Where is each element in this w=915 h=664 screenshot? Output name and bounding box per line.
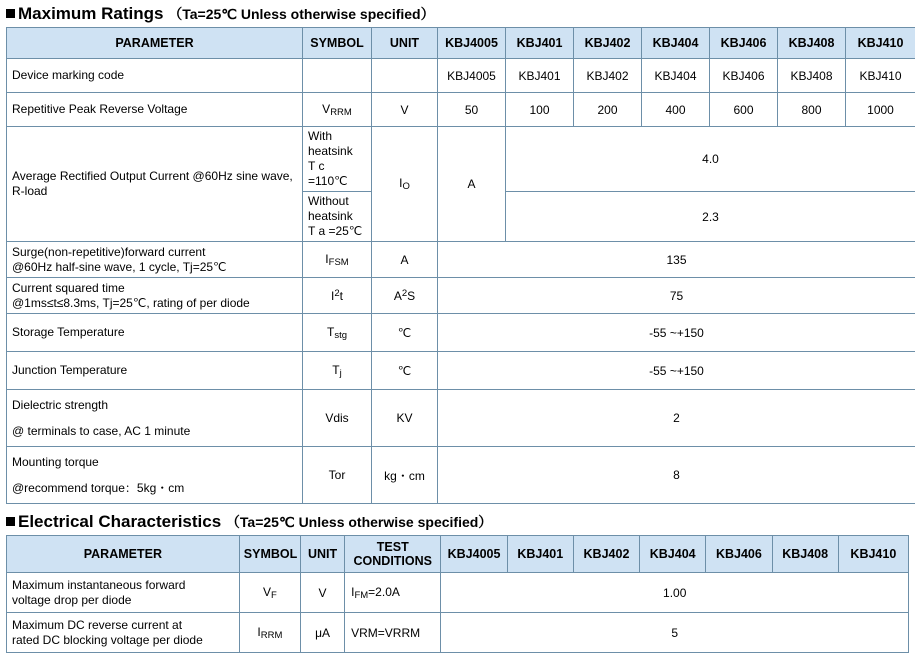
row-tj-parameter: Junction Temperature [7, 352, 303, 390]
row-tor-parameter [7, 447, 303, 504]
row-irrm-test-condition: VRM=VRRM [345, 613, 441, 653]
electrical-characteristics-title-text: Electrical Characteristics [18, 512, 222, 531]
symbol-subscript: F [270, 589, 277, 601]
row-vrrm-symbol [303, 93, 372, 127]
row-ifsm-value: 135 [438, 242, 915, 278]
col-test-conditions-line1: TEST [376, 540, 409, 554]
row-device-marking-unit [372, 59, 438, 93]
table-row [7, 352, 915, 390]
col-kbj402: KBJ402 [573, 536, 639, 573]
row-vdis-parameter [7, 390, 303, 447]
row-device-marking-value-kbj410: KBJ410 [846, 59, 915, 93]
row-irrm-unit: μA [300, 613, 344, 653]
symbol-subscript: j [339, 367, 342, 379]
table-row [7, 447, 915, 504]
test-main: I [351, 584, 355, 599]
col-kbj401: KBJ401 [506, 28, 574, 59]
col-kbj404: KBJ404 [640, 536, 706, 573]
row-device-marking-symbol [303, 59, 372, 93]
col-kbj408: KBJ408 [778, 28, 846, 59]
row-vrrm-value-kbj401: 100 [506, 93, 574, 127]
col-kbj402: KBJ402 [574, 28, 642, 59]
symbol-subscript: RRM [260, 629, 283, 641]
row-tj-value: -55 ~+150 [438, 352, 915, 390]
col-kbj401: KBJ401 [507, 536, 573, 573]
col-kbj406: KBJ406 [706, 536, 772, 573]
table-row [7, 278, 915, 314]
col-kbj408: KBJ408 [772, 536, 838, 573]
row-irrm-value: 5 [441, 613, 909, 653]
row-io-value-with-heatsink: 4.0 [506, 127, 915, 192]
col-test-conditions [345, 536, 441, 573]
table-row [7, 59, 915, 93]
row-tor-symbol: Tor [303, 447, 372, 504]
symbol-main: I [331, 289, 335, 303]
with-heatsink-line1: With heatsink [308, 129, 353, 158]
row-vrrm-value-kbj410: 1000 [846, 93, 915, 127]
electrical-characteristics-condition: （Ta=25℃ Unless otherwise specified） [225, 514, 493, 530]
symbol-main: I [257, 624, 261, 639]
row-tor-parameter-line2: @recommend torque：5kg・cm [12, 481, 185, 495]
maximum-ratings-title [6, 4, 909, 24]
row-tstg-symbol [303, 314, 372, 352]
row-vf-parameter [7, 573, 240, 613]
row-i2t-unit [372, 278, 438, 314]
without-heatsink-line2: T a =25℃ [308, 224, 363, 238]
row-io-subrow-without-heatsink-label [303, 192, 372, 242]
row-ifsm-unit: A [372, 242, 438, 278]
row-device-marking-value-kbj408: KBJ408 [778, 59, 846, 93]
row-tj-unit: ℃ [372, 352, 438, 390]
row-tor-unit: kg・cm [372, 447, 438, 504]
row-i2t-value: 75 [438, 278, 915, 314]
without-heatsink-line1: Without heatsink [308, 194, 353, 223]
symbol-main: V [322, 101, 331, 116]
symbol-main: V [262, 584, 271, 599]
table-row [7, 93, 915, 127]
row-device-marking-value-kbj402: KBJ402 [574, 59, 642, 93]
row-device-marking-parameter: Device marking code [7, 59, 303, 93]
col-test-conditions-line2: CONDITIONS [353, 554, 432, 568]
symbol-main: T [326, 324, 335, 339]
row-tstg-parameter: Storage Temperature [7, 314, 303, 352]
row-io-value-without-heatsink: 2.3 [506, 192, 915, 242]
col-parameter: PARAMETER [7, 28, 303, 59]
col-kbj410: KBJ410 [838, 536, 908, 573]
col-kbj404: KBJ404 [642, 28, 710, 59]
row-vrrm-unit: V [372, 93, 438, 127]
col-kbj406: KBJ406 [710, 28, 778, 59]
symbol-main: T [332, 362, 340, 377]
symbol-subscript: O [402, 181, 410, 192]
row-ifsm-parameter-line1: Surge(non-repetitive)forward current [12, 244, 206, 259]
row-ifsm-parameter-line2: @60Hz half-sine wave, 1 cycle, Tj=25℃ [12, 259, 227, 274]
row-irrm-parameter-line1: Maximum DC reverse current at [12, 617, 183, 632]
row-vdis-symbol: Vdis [303, 390, 372, 447]
test-tail: =2.0A [368, 584, 400, 599]
symbol-superscript: 2 [334, 288, 340, 299]
row-io-parameter [7, 127, 303, 242]
maximum-ratings-title-text: Maximum Ratings [18, 4, 164, 23]
row-vf-test-condition [345, 573, 441, 613]
row-device-marking-value-kbj4005: KBJ4005 [438, 59, 506, 93]
square-bullet-icon [6, 9, 15, 18]
col-parameter: PARAMETER [7, 536, 240, 573]
row-io-unit: A [438, 127, 506, 242]
unit-superscript: 2 [401, 288, 408, 299]
row-vrrm-value-kbj406: 600 [710, 93, 778, 127]
row-i2t-symbol [303, 278, 372, 314]
electrical-characteristics-table [6, 535, 909, 653]
row-tor-parameter-line1: Mounting torque [12, 455, 99, 469]
table-row [7, 242, 915, 278]
table-row [7, 613, 909, 653]
maximum-ratings-condition: （Ta=25℃ Unless otherwise specified） [168, 6, 435, 22]
table-row [7, 573, 909, 613]
row-device-marking-value-kbj401: KBJ401 [506, 59, 574, 93]
table-row [7, 390, 915, 447]
symbol-main: I [399, 176, 403, 190]
row-ifsm-parameter [7, 242, 303, 278]
row-tstg-value: -55 ~+150 [438, 314, 915, 352]
row-vf-value: 1.00 [441, 573, 909, 613]
test-subscript: FM [354, 589, 369, 601]
symbol-subscript: stg [334, 329, 348, 341]
row-vf-parameter-line1: Maximum instantaneous forward [12, 577, 186, 592]
row-vdis-parameter-line2: @ terminals to case, AC 1 minute [12, 424, 191, 438]
row-irrm-parameter-line2: rated DC blocking voltage per diode [12, 632, 203, 647]
row-io-subrow-with-heatsink-label [303, 127, 372, 192]
unit-tail: S [407, 289, 416, 303]
row-vrrm-value-kbj408: 800 [778, 93, 846, 127]
row-i2t-parameter-line1: Current squared time [12, 280, 125, 295]
row-vrrm-value-kbj402: 200 [574, 93, 642, 127]
row-device-marking-value-kbj404: KBJ404 [642, 59, 710, 93]
col-kbj4005: KBJ4005 [438, 28, 506, 59]
table-header-row [7, 536, 909, 573]
row-tstg-unit: ℃ [372, 314, 438, 352]
symbol-subscript: RRM [330, 106, 352, 118]
col-kbj4005: KBJ4005 [441, 536, 507, 573]
row-vdis-parameter-line1: Dielectric strength [12, 398, 109, 412]
table-row [7, 127, 915, 192]
row-vrrm-parameter: Repetitive Peak Reverse Voltage [7, 93, 303, 127]
row-irrm-parameter [7, 613, 240, 653]
table-row [7, 314, 915, 352]
row-vdis-unit: KV [372, 390, 438, 447]
col-symbol: SYMBOL [303, 28, 372, 59]
col-unit: UNIT [300, 536, 344, 573]
row-io-parameter-text: Average Rectified Output Current @60Hz sine wave, R-load [12, 169, 293, 198]
unit-main: A [393, 289, 402, 303]
row-i2t-parameter-line2: @1ms≤t≤8.3ms, Tj=25℃, rating of per diode [12, 295, 250, 310]
row-vrrm-value-kbj404: 400 [642, 93, 710, 127]
row-tor-value: 8 [438, 447, 915, 504]
row-vf-parameter-line2: voltage drop per diode [12, 592, 132, 607]
col-kbj410: KBJ410 [846, 28, 915, 59]
row-ifsm-symbol [303, 242, 372, 278]
row-tj-symbol [303, 352, 372, 390]
table-header-row [7, 28, 915, 59]
row-device-marking-value-kbj406: KBJ406 [710, 59, 778, 93]
row-vrrm-value-kbj4005: 50 [438, 93, 506, 127]
square-bullet-icon [6, 517, 15, 526]
electrical-characteristics-title [6, 512, 909, 532]
row-irrm-symbol [239, 613, 300, 653]
with-heatsink-line2: T c =110℃ [308, 159, 348, 188]
col-unit: UNIT [372, 28, 438, 59]
row-vf-unit: V [300, 573, 344, 613]
col-symbol: SYMBOL [239, 536, 300, 573]
symbol-tail: t [339, 289, 343, 303]
row-vdis-value: 2 [438, 390, 915, 447]
row-i2t-parameter [7, 278, 303, 314]
row-io-symbol [372, 127, 438, 242]
row-vf-symbol [239, 573, 300, 613]
symbol-subscript: FSM [328, 256, 349, 268]
maximum-ratings-table [6, 27, 915, 504]
symbol-main: I [325, 251, 329, 266]
